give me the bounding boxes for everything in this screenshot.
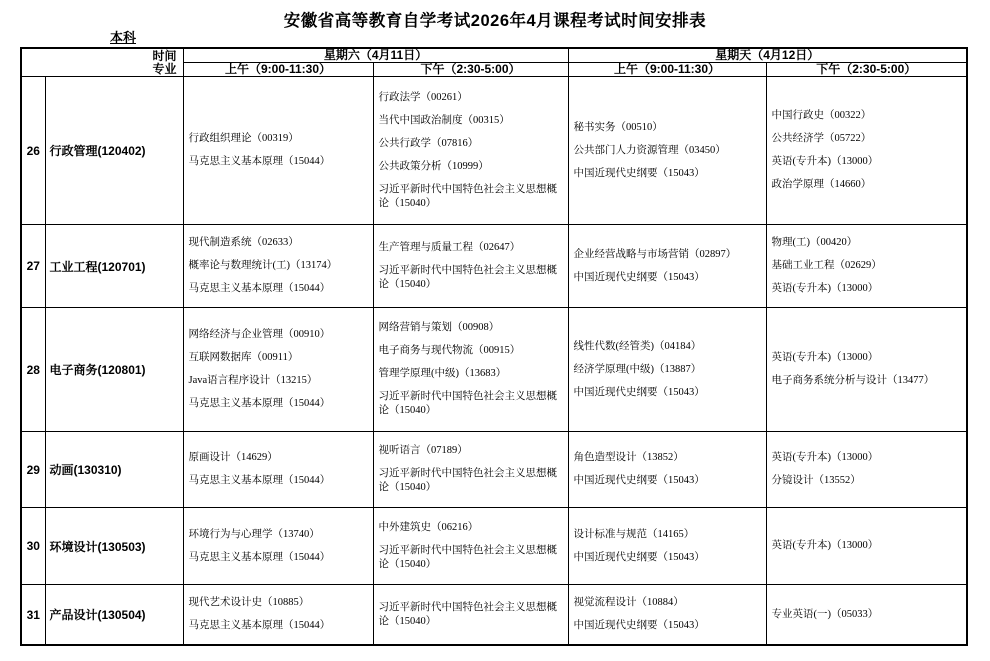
courses-sun-pm — [766, 225, 967, 308]
row-number: 29 — [21, 432, 45, 508]
courses-sat-am — [183, 432, 373, 508]
courses-sun-am — [568, 77, 766, 225]
course-item: 中外建筑史（06216） — [378, 521, 479, 533]
course-item: 专业英语(一)（05033） — [771, 608, 879, 620]
major-name: 环境设计(130503) — [45, 508, 183, 585]
courses-sun-pm — [766, 585, 967, 646]
courses-sun-am — [568, 308, 766, 432]
row-number: 27 — [21, 225, 45, 308]
course-item: 互联网数据库（00911） — [188, 352, 299, 363]
courses-sat-pm — [373, 77, 568, 225]
course-item: 电子商务系统分析与设计（13477） — [771, 375, 935, 386]
course-item: 视觉流程设计（10884） — [573, 597, 684, 608]
course-item: 公共行政学（07816） — [378, 137, 479, 149]
courses-sat-am — [183, 308, 373, 432]
course-item: 经济学原理(中级)（13887） — [573, 363, 702, 375]
table-row-31 — [21, 585, 967, 646]
day-header-saturday: 星期六（4月11日） — [183, 48, 568, 63]
course-item: 角色造型设计（13852） — [573, 452, 684, 463]
page-title: 安徽省高等教育自学考试2026年4月课程考试时间安排表 — [283, 12, 707, 30]
session-header-sat-pm: 下午（2:30-5:00） — [373, 63, 568, 77]
corner-major-label: 专业 — [152, 61, 177, 76]
course-item: 马克思主义基本原理（15044） — [188, 398, 331, 409]
table-row-30 — [21, 508, 967, 585]
course-item: 马克思主义基本原理（15044） — [188, 475, 331, 486]
table-row-28 — [21, 308, 967, 432]
major-name: 产品设计(130504) — [45, 585, 183, 646]
courses-sun-pm — [766, 508, 967, 585]
course-item: 分镜设计（13552） — [771, 475, 861, 486]
course-item: 线性代数(经管类)（04184） — [573, 340, 702, 352]
courses-sat-am — [183, 508, 373, 585]
course-item: 习近平新时代中国特色社会主义思想概论（15040） — [378, 264, 558, 290]
course-item: 英语(专升本)（13000） — [771, 283, 879, 294]
corner-time-label: 时间 — [152, 48, 177, 63]
course-item: 概率论与数理统计(工)（13174） — [188, 260, 338, 271]
course-item: 行政组织理论（00319） — [188, 133, 299, 144]
course-item: 当代中国政治制度（00315） — [378, 114, 510, 126]
courses-sat-am — [183, 77, 373, 225]
course-item: 行政法学（00261） — [378, 91, 468, 103]
course-item: 马克思主义基本原理（15044） — [188, 620, 331, 631]
courses-sat-am — [183, 585, 373, 646]
level-label: 本科 — [110, 30, 137, 45]
course-item: 马克思主义基本原理（15044） — [188, 156, 331, 167]
courses-sun-pm — [766, 308, 967, 432]
courses-sun-am — [568, 508, 766, 585]
course-item: 物理(工)（00420） — [771, 237, 858, 248]
day-header-sunday: 星期天（4月12日） — [568, 48, 967, 63]
course-item: 原画设计（14629） — [188, 452, 278, 463]
major-name: 工业工程(120701) — [45, 225, 183, 308]
course-item: 习近平新时代中国特色社会主义思想概论（15040） — [378, 183, 558, 209]
row-number: 28 — [21, 308, 45, 432]
course-item: 公共部门人力资源管理（03450） — [573, 144, 726, 156]
session-header-sun-am: 上午（9:00-11:30） — [568, 63, 766, 77]
course-item: 政治学原理（14660） — [771, 179, 872, 190]
session-header-sat-am: 上午（9:00-11:30） — [183, 63, 373, 77]
courses-sat-pm — [373, 432, 568, 508]
courses-sat-am — [183, 225, 373, 308]
courses-sun-pm — [766, 432, 967, 508]
course-item: 管理学原理(中级)（13683） — [378, 368, 507, 379]
table-row-26 — [21, 77, 967, 225]
row-number: 31 — [21, 585, 45, 646]
course-item: 环境行为与心理学（13740） — [188, 528, 320, 540]
courses-sat-pm — [373, 585, 568, 646]
row-number: 30 — [21, 508, 45, 585]
course-item: 英语(专升本)（13000） — [771, 540, 879, 551]
course-item: 公共政策分析（10999） — [378, 160, 489, 172]
row-number: 26 — [21, 77, 45, 225]
corner-header-cell — [21, 48, 183, 77]
course-item: 网络营销与策划（00908） — [378, 322, 500, 333]
course-item: 中国近现代史纲要（15043） — [573, 386, 705, 398]
course-item: 现代艺术设计史（10885） — [188, 597, 310, 608]
course-item: 英语(专升本)（13000） — [771, 452, 879, 463]
course-item: 中国近现代史纲要（15043） — [573, 475, 705, 486]
course-item: 电子商务与现代物流（00915） — [378, 345, 521, 356]
course-item: 生产管理与质量工程（02647） — [378, 241, 521, 253]
course-item: Java语言程序设计（13215） — [188, 375, 318, 386]
exam-schedule-table — [20, 47, 968, 646]
course-item: 中国近现代史纲要（15043） — [573, 551, 705, 563]
course-item: 习近平新时代中国特色社会主义思想概论（15040） — [378, 544, 558, 570]
course-item: 习近平新时代中国特色社会主义思想概论（15040） — [378, 391, 558, 416]
courses-sun-am — [568, 432, 766, 508]
major-name: 电子商务(120801) — [45, 308, 183, 432]
major-name: 行政管理(120402) — [45, 77, 183, 225]
course-item: 英语(专升本)（13000） — [771, 352, 879, 363]
course-item: 基础工业工程（02629） — [771, 260, 882, 271]
course-item: 马克思主义基本原理（15044） — [188, 283, 331, 294]
major-name: 动画(130310) — [45, 432, 183, 508]
course-item: 中国行政史（00322） — [771, 110, 872, 121]
course-item: 视听语言（07189） — [378, 445, 468, 456]
courses-sun-am — [568, 225, 766, 308]
table-row-29 — [21, 432, 967, 508]
course-item: 英语(专升本)（13000） — [771, 156, 879, 167]
courses-sat-pm — [373, 308, 568, 432]
course-item: 马克思主义基本原理（15044） — [188, 551, 331, 563]
course-item: 中国近现代史纲要（15043） — [573, 167, 705, 179]
header-row-days — [21, 48, 967, 63]
course-item: 现代制造系统（02633） — [188, 237, 299, 248]
session-header-sun-pm: 下午（2:30-5:00） — [766, 63, 967, 77]
course-item: 公共经济学（05722） — [771, 133, 872, 144]
course-item: 企业经营战略与市场营销（02897） — [573, 248, 737, 260]
courses-sat-pm — [373, 508, 568, 585]
course-item: 网络经济与企业管理（00910） — [188, 329, 331, 340]
course-item: 设计标准与规范（14165） — [573, 528, 695, 540]
courses-sun-am — [568, 585, 766, 646]
course-item: 秘书实务（00510） — [573, 121, 663, 133]
course-item: 中国近现代史纲要（15043） — [573, 271, 705, 283]
courses-sat-pm — [373, 225, 568, 308]
table-row-27 — [21, 225, 967, 308]
course-item: 中国近现代史纲要（15043） — [573, 620, 705, 631]
course-item: 习近平新时代中国特色社会主义思想概论（15040） — [378, 468, 558, 493]
courses-sun-pm — [766, 77, 967, 225]
course-item: 习近平新时代中国特色社会主义思想概论（15040） — [378, 601, 558, 627]
